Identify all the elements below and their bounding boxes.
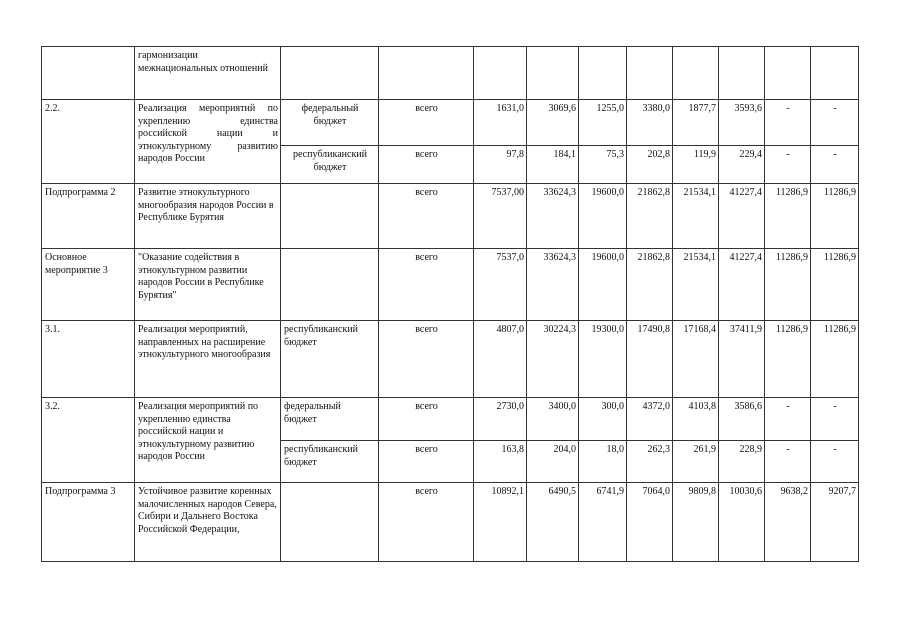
value-cell: 9809,8 [673, 483, 719, 562]
value-cell: - [811, 100, 859, 146]
type-cell: всего [379, 146, 474, 184]
budget-cell: республиканский бюджет [281, 321, 379, 398]
budget-cell [281, 47, 379, 100]
value-cell: - [765, 146, 811, 184]
value-cell: 10030,6 [719, 483, 765, 562]
value-cell: 33624,3 [527, 184, 579, 249]
value-cell: 6741,9 [579, 483, 627, 562]
value-cell: 3380,0 [627, 100, 673, 146]
value-cell: - [811, 441, 859, 483]
value-cell: 19600,0 [579, 184, 627, 249]
name-cell: гармонизации межнациональных отношений [135, 47, 281, 100]
value-cell: 4372,0 [627, 398, 673, 441]
type-cell: всего [379, 398, 474, 441]
value-cell: 33624,3 [527, 249, 579, 321]
value-cell: 300,0 [579, 398, 627, 441]
budget-cell: федеральный бюджет [281, 100, 379, 146]
value-cell: 119,9 [673, 146, 719, 184]
value-cell: 1631,0 [474, 100, 527, 146]
budget-cell: республиканский бюджет [281, 441, 379, 483]
value-cell: - [765, 441, 811, 483]
value-cell: 204,0 [527, 441, 579, 483]
table-row [42, 321, 859, 398]
table-row [42, 249, 859, 321]
value-cell: 97,8 [474, 146, 527, 184]
code-cell: Подпрограмма 2 [42, 184, 135, 249]
value-cell: 184,1 [527, 146, 579, 184]
type-cell: всего [379, 441, 474, 483]
type-cell: всего [379, 100, 474, 146]
code-cell: 3.1. [42, 321, 135, 398]
code-cell: 2.2. [42, 100, 135, 184]
value-cell: 41227,4 [719, 249, 765, 321]
value-cell [579, 47, 627, 100]
value-cell: 3069,6 [527, 100, 579, 146]
value-cell: 1255,0 [579, 100, 627, 146]
name-cell: Развитие этнокультурного многообразия народов России в Республике Бурятия [135, 184, 281, 249]
value-cell: 163,8 [474, 441, 527, 483]
type-cell: всего [379, 321, 474, 398]
code-cell [42, 47, 135, 100]
type-cell [379, 47, 474, 100]
value-cell: 6490,5 [527, 483, 579, 562]
code-cell: 3.2. [42, 398, 135, 483]
value-cell: 3586,6 [719, 398, 765, 441]
value-cell: 7537,0 [474, 249, 527, 321]
code-cell: Подпрограмма 3 [42, 483, 135, 562]
budget-cell [281, 184, 379, 249]
value-cell: 229,4 [719, 146, 765, 184]
value-cell: 7537,00 [474, 184, 527, 249]
value-cell: 10892,1 [474, 483, 527, 562]
value-cell: - [811, 146, 859, 184]
value-cell [627, 47, 673, 100]
name-cell: Устойчивое развитие коренных малочисленных народов Севера, Сибири и Дальнего Востока Российской Федерации, [135, 483, 281, 562]
value-cell: 9207,7 [811, 483, 859, 562]
value-cell: 11286,9 [765, 321, 811, 398]
type-cell: всего [379, 249, 474, 321]
value-cell: 21862,8 [627, 249, 673, 321]
budget-table [41, 46, 859, 562]
name-cell: "Оказание содействия в этнокультурном развитии народов России в Республике Бурятия" [135, 249, 281, 321]
value-cell: 21534,1 [673, 249, 719, 321]
value-cell [765, 47, 811, 100]
name-cell: Реализация мероприятий, направленных на расширение этнокультурного многообразия [135, 321, 281, 398]
budget-cell [281, 249, 379, 321]
value-cell: 1877,7 [673, 100, 719, 146]
name-cell: Реализация мероприятий по укреплению единства российской нации и этнокультурному развитию народов России [135, 398, 281, 483]
value-cell: 4807,0 [474, 321, 527, 398]
table-row [42, 47, 859, 100]
value-cell [719, 47, 765, 100]
value-cell: 11286,9 [765, 184, 811, 249]
table-row [42, 483, 859, 562]
value-cell [673, 47, 719, 100]
type-cell: всего [379, 184, 474, 249]
value-cell: 3400,0 [527, 398, 579, 441]
value-cell: 11286,9 [811, 249, 859, 321]
value-cell: 202,8 [627, 146, 673, 184]
value-cell: 7064,0 [627, 483, 673, 562]
type-cell: всего [379, 483, 474, 562]
table-row [42, 398, 859, 441]
value-cell: 37411,9 [719, 321, 765, 398]
value-cell: - [765, 398, 811, 441]
value-cell: 9638,2 [765, 483, 811, 562]
value-cell: 19300,0 [579, 321, 627, 398]
value-cell: 21862,8 [627, 184, 673, 249]
value-cell: - [811, 398, 859, 441]
value-cell: 17490,8 [627, 321, 673, 398]
value-cell: 41227,4 [719, 184, 765, 249]
value-cell [474, 47, 527, 100]
value-cell: 261,9 [673, 441, 719, 483]
value-cell: 3593,6 [719, 100, 765, 146]
value-cell: 11286,9 [765, 249, 811, 321]
value-cell: - [765, 100, 811, 146]
value-cell [811, 47, 859, 100]
value-cell [527, 47, 579, 100]
value-cell: 11286,9 [811, 321, 859, 398]
name-cell: Реализация мероприятий по укреплению единства российской нации и этнокультурному развитию народов России [135, 100, 281, 184]
table-row [42, 184, 859, 249]
value-cell: 30224,3 [527, 321, 579, 398]
value-cell: 17168,4 [673, 321, 719, 398]
table-row [42, 100, 859, 146]
value-cell: 19600,0 [579, 249, 627, 321]
value-cell: 262,3 [627, 441, 673, 483]
budget-cell: федеральный бюджет [281, 398, 379, 441]
value-cell: 228,9 [719, 441, 765, 483]
value-cell: 2730,0 [474, 398, 527, 441]
value-cell: 21534,1 [673, 184, 719, 249]
value-cell: 75,3 [579, 146, 627, 184]
code-cell: Основное мероприятие 3 [42, 249, 135, 321]
value-cell: 4103,8 [673, 398, 719, 441]
value-cell: 11286,9 [811, 184, 859, 249]
budget-cell: республиканский бюджет [281, 146, 379, 184]
budget-cell [281, 483, 379, 562]
value-cell: 18,0 [579, 441, 627, 483]
